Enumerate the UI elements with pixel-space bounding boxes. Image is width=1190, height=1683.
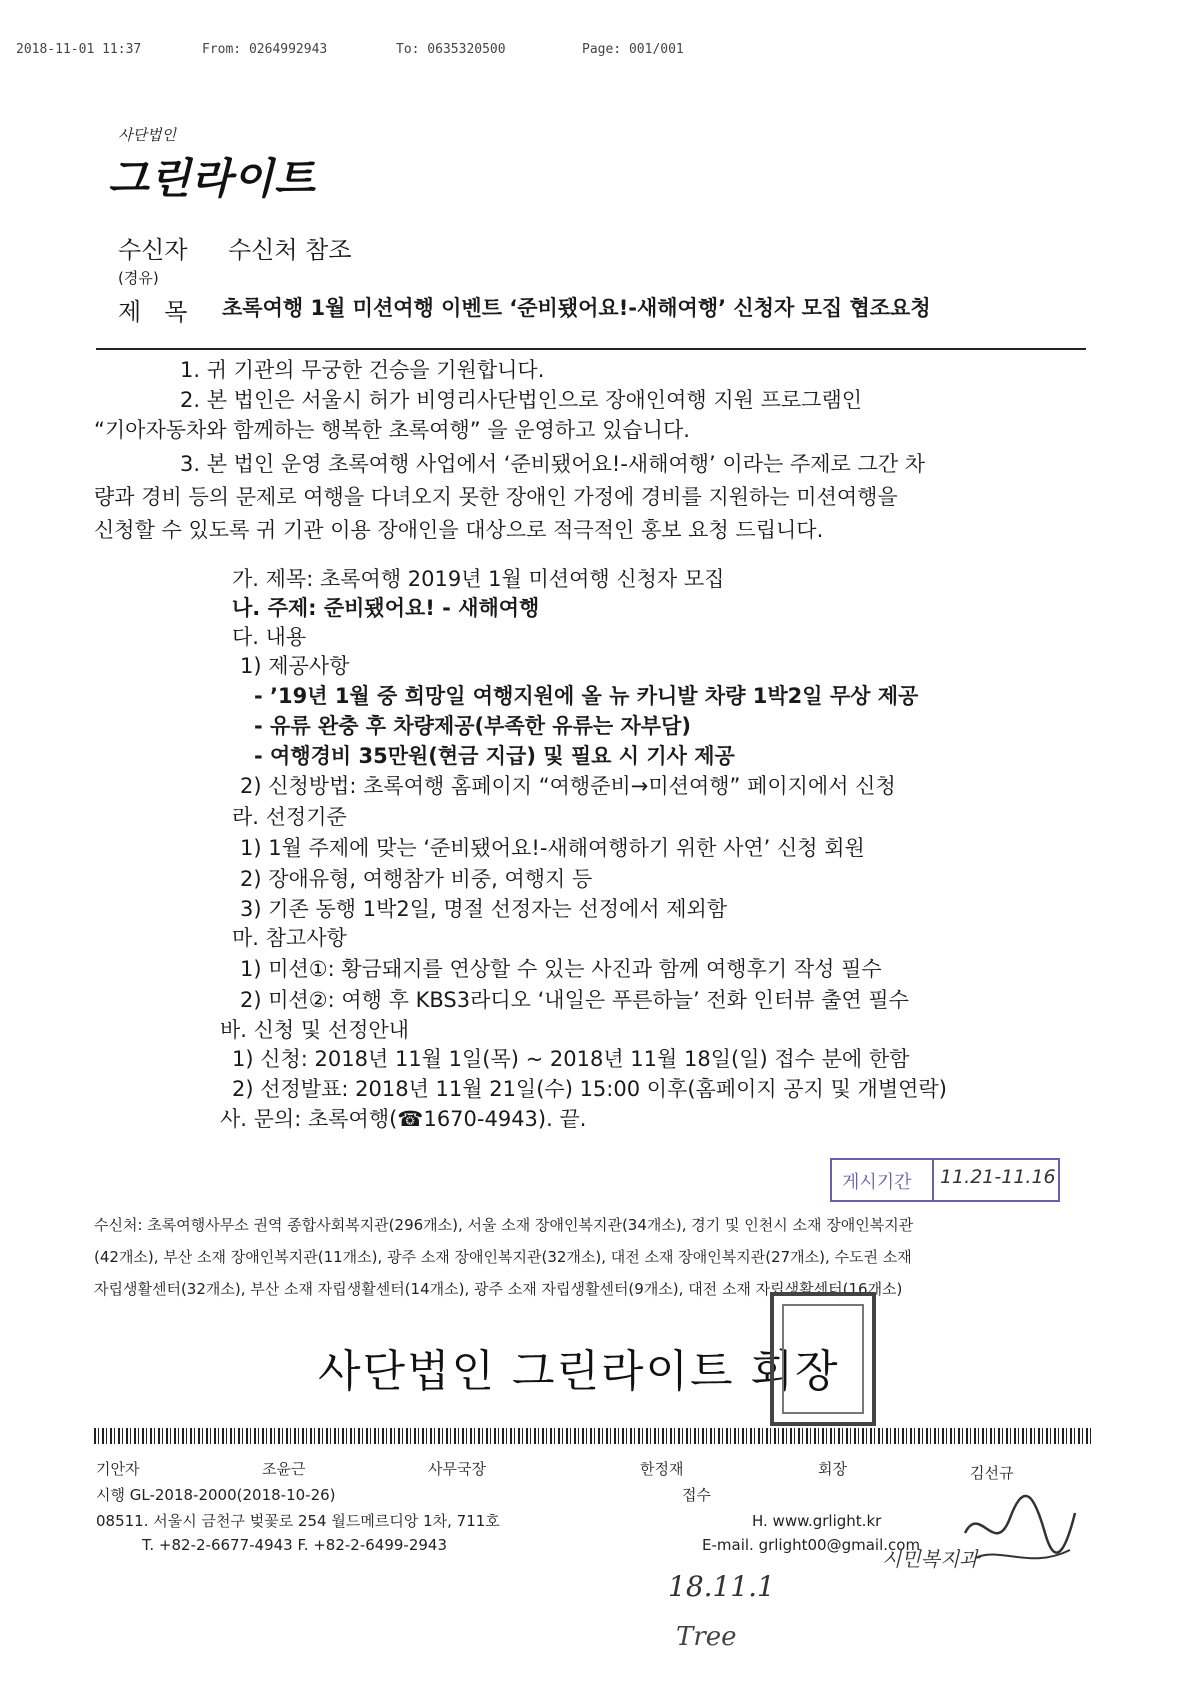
drafter-title: 사무국장 xyxy=(428,1460,486,1478)
fax-page: Page: 001/001 xyxy=(582,42,684,57)
item-notes-heading: 마. 참고사항 xyxy=(232,926,347,950)
recipient-value: 수신처 참조 xyxy=(228,236,352,264)
homepage: H. www.grlight.kr xyxy=(752,1512,882,1530)
document-number: 시행 GL-2018-2000(2018-10-26) xyxy=(96,1486,336,1504)
chair-name: 김선규 xyxy=(970,1464,1014,1482)
paragraph-3-line-1: 3. 본 법인 운영 초록여행 사업에서 ‘준비됐어요!-새해여행’ 이라는 주제로 그간 차 xyxy=(180,452,925,476)
item-notes-1: 1) 미션①: 황금돼지를 연상할 수 있는 사진과 함께 여행후기 작성 필수 xyxy=(240,957,882,981)
barcode-strip xyxy=(94,1428,1094,1444)
signature-title: 사단법인 그린라이트 회장 xyxy=(318,1346,840,1397)
organization-logo: 그린라이트 xyxy=(108,154,316,203)
item-title: 가. 제목: 초록여행 2019년 1월 미션여행 신청자 모집 xyxy=(232,567,725,591)
handwritten-initials: Tree xyxy=(676,1622,737,1652)
subject-value: 초록여행 1월 미션여행 이벤트 ‘준비됐어요!-새해여행’ 신청자 모집 협조요청 xyxy=(222,296,931,320)
item-apply-1: 1) 신청: 2018년 11월 1일(목) ~ 2018년 11월 18일(일) 접수 분에 한함 xyxy=(232,1047,910,1071)
item-inquiry: 사. 문의: 초록여행(☎1670-4943). 끝. xyxy=(220,1107,587,1131)
official-seal xyxy=(770,1292,876,1426)
stamp-divider xyxy=(932,1160,934,1200)
item-apply-2: 2) 선정발표: 2018년 11월 21일(수) 15:00 이후(홈페이지 공지 및 개별연락) xyxy=(232,1077,947,1101)
posting-period-stamp xyxy=(830,1158,1060,1202)
logo-subtitle: 사단법인 xyxy=(118,126,176,144)
handwritten-department: 시민복지과 xyxy=(882,1547,979,1571)
email: E-mail. grlight00@gmail.com xyxy=(702,1536,921,1554)
seal-inner-border xyxy=(782,1304,864,1414)
item-apply-heading: 바. 신청 및 선정안내 xyxy=(220,1018,409,1042)
item-content-heading: 다. 내용 xyxy=(232,625,307,649)
receipt-label: 접수 xyxy=(682,1486,711,1504)
item-criteria-1: 1) 1월 주제에 맞는 ‘준비됐어요!-새해여행하기 위한 사연’ 신청 회원 xyxy=(240,836,865,860)
paragraph-1: 1. 귀 기관의 무궁한 건승을 기원합니다. xyxy=(180,358,545,382)
paragraph-2-line-2: “기아자동차와 함께하는 행복한 초록여행” 을 운영하고 있습니다. xyxy=(94,418,690,442)
item-criteria-3: 3) 기존 동행 1박2일, 명절 선정자는 선정에서 제외함 xyxy=(240,897,728,921)
item-content-1-b: - 유류 완충 후 차량제공(부족한 유류는 자부담) xyxy=(254,714,691,738)
chair-label: 회장 xyxy=(818,1460,847,1478)
via-label: (경유) xyxy=(118,269,159,287)
fax-to: To: 0635320500 xyxy=(396,42,506,57)
recipient-label: 수신자 xyxy=(118,236,188,264)
posting-period-value: 11.21-11.16 xyxy=(940,1166,1056,1188)
paragraph-2-line-1: 2. 본 법인은 서울시 허가 비영리사단법인으로 장애인여행 지원 프로그램인 xyxy=(180,388,863,412)
posting-period-label: 게시기간 xyxy=(842,1172,912,1193)
header-divider xyxy=(96,348,1086,350)
item-content-2: 2) 신청방법: 초록여행 홈페이지 “여행준비→미션여행” 페이지에서 신청 xyxy=(240,774,896,798)
subject-label: 제 목 xyxy=(118,298,188,326)
item-criteria-heading: 라. 선정기준 xyxy=(232,805,347,829)
paragraph-3-line-3: 신청할 수 있도록 귀 기관 이용 장애인을 대상으로 적극적인 홍보 요청 드립니다. xyxy=(94,518,824,542)
item-criteria-2: 2) 장애유형, 여행참가 비중, 여행지 등 xyxy=(240,867,593,891)
phone-fax: T. +82-2-6677-4943 F. +82-2-6499-2943 xyxy=(142,1536,448,1554)
paragraph-3-line-2: 량과 경비 등의 문제로 여행을 다녀오지 못한 장애인 가정에 경비를 지원하는 미션여행을 xyxy=(94,485,898,509)
recipients-line-1: 수신처: 초록여행사무소 권역 종합사회복지관(296개소), 서울 소재 장애인복지관(34개소), 경기 및 인천시 소재 장애인복지관 xyxy=(94,1216,914,1234)
handwritten-date: 18.11.1 xyxy=(668,1570,775,1603)
item-notes-2: 2) 미션②: 여행 후 KBS3라디오 ‘내일은 푸른하늘’ 전화 인터뷰 출연 필수 xyxy=(240,988,909,1012)
item-content-1-c: - 여행경비 35만원(현금 지급) 및 필요 시 기사 제공 xyxy=(254,744,735,768)
drafter-name: 조윤근 xyxy=(262,1460,306,1478)
reviewer-name: 한정재 xyxy=(640,1460,684,1478)
item-theme: 나. 주제: 준비됐어요! - 새해여행 xyxy=(232,596,540,620)
recipients-line-2: (42개소), 부산 소재 장애인복지관(11개소), 광주 소재 장애인복지관(32개소), 대전 소재 장애인복지관(27개소), 수도권 소재 xyxy=(94,1248,912,1266)
recipients-line-3: 자립생활센터(32개소), 부산 소재 자립생활센터(14개소), 광주 소재 자립생활센터(9개소), 대전 소재 자립생활센터(16개소) xyxy=(94,1280,903,1298)
item-content-1-a: - ’19년 1월 중 희망일 여행지원에 올 뉴 카니발 차량 1박2일 무상 제공 xyxy=(254,684,919,708)
item-content-1: 1) 제공사항 xyxy=(240,654,350,678)
fax-from: From: 0264992943 xyxy=(202,42,328,57)
address: 08511. 서울시 금천구 벚꽃로 254 월드메르디앙 1차, 711호 xyxy=(96,1512,500,1530)
handwritten-signature xyxy=(960,1488,1080,1578)
drafter-label: 기안자 xyxy=(96,1460,140,1478)
fax-datetime: 2018-11-01 11:37 xyxy=(16,42,142,57)
